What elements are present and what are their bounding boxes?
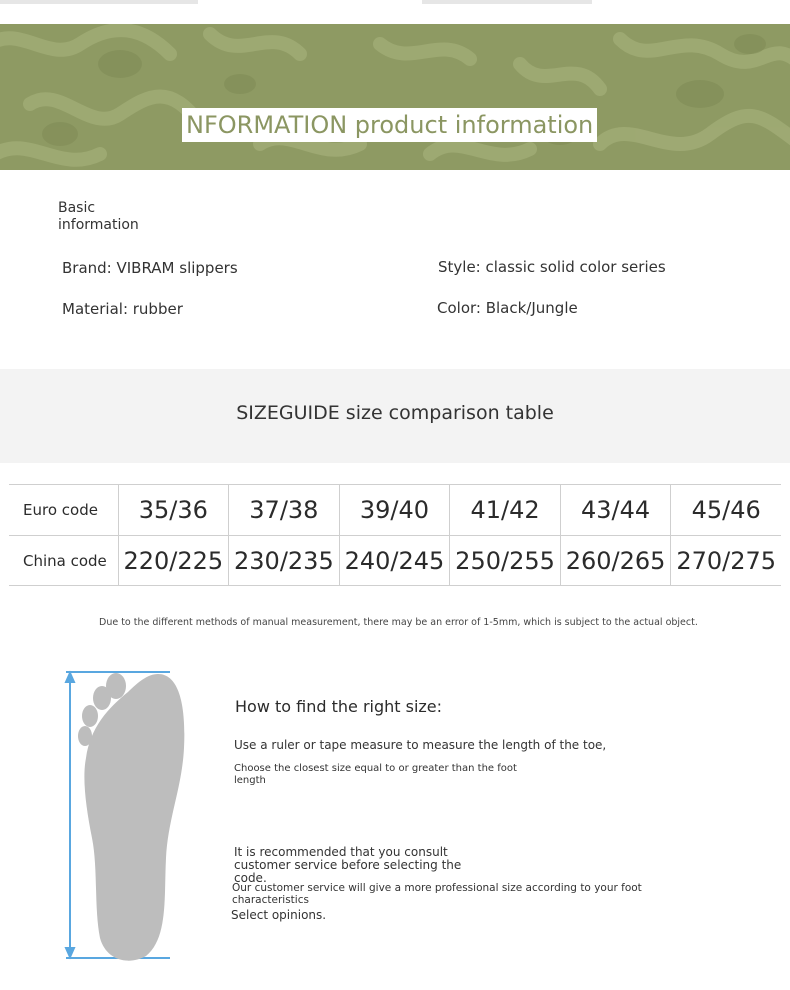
measurement-note: Due to the different methods of manual measurement, there may be an error of 1-5mm, which is subject to the actual object.	[99, 617, 698, 628]
top-strip-segment	[0, 0, 198, 4]
row-label: Euro code	[9, 485, 118, 536]
size-guide-title: SIZEGUIDE size comparison table	[236, 402, 554, 424]
table-cell: 260/265	[560, 536, 671, 586]
table-cell: 220/225	[118, 536, 229, 586]
info-banner	[0, 24, 790, 170]
banner-title: NFORMATION product information	[182, 108, 597, 142]
table-cell: 37/38	[229, 485, 340, 536]
table-cell: 240/245	[339, 536, 450, 586]
table-cell: 230/235	[229, 536, 340, 586]
table-row	[9, 536, 781, 586]
top-strip-segment	[422, 0, 592, 4]
size-comparison-table	[9, 484, 781, 586]
how-to-line-2: Choose the closest size equal to or greater than the foot length	[234, 763, 517, 786]
banner-pattern	[0, 24, 790, 170]
table-cell: 35/36	[118, 485, 229, 536]
material-text: Material: rubber	[62, 300, 183, 318]
how-to-heading: How to find the right size:	[235, 697, 443, 716]
basic-info-heading: Basic information	[58, 200, 139, 233]
table-cell: 41/42	[450, 485, 561, 536]
row-label: China code	[9, 536, 118, 586]
how-to-line-4: Our customer service will give a more professional size according to your foot characteristics	[232, 882, 642, 906]
brand-text: Brand: VIBRAM slippers	[62, 259, 238, 277]
table-cell: 39/40	[339, 485, 450, 536]
how-to-line-1: Use a ruler or tape measure to measure the length of the toe,	[234, 738, 607, 752]
style-text: Style: classic solid color series	[438, 258, 666, 276]
table-cell: 250/255	[450, 536, 561, 586]
how-to-line-3: It is recommended that you consult customer service before selecting the code.	[234, 845, 462, 885]
table-cell: 270/275	[671, 536, 781, 586]
table-cell: 43/44	[560, 485, 671, 536]
foot-diagram	[58, 668, 198, 968]
top-strip	[0, 0, 790, 8]
how-to-line-5: Select opinions.	[231, 908, 327, 922]
color-text: Color: Black/Jungle	[437, 299, 578, 317]
table-row	[9, 485, 781, 536]
foot-outline-icon	[78, 673, 184, 961]
table-cell: 45/46	[671, 485, 781, 536]
